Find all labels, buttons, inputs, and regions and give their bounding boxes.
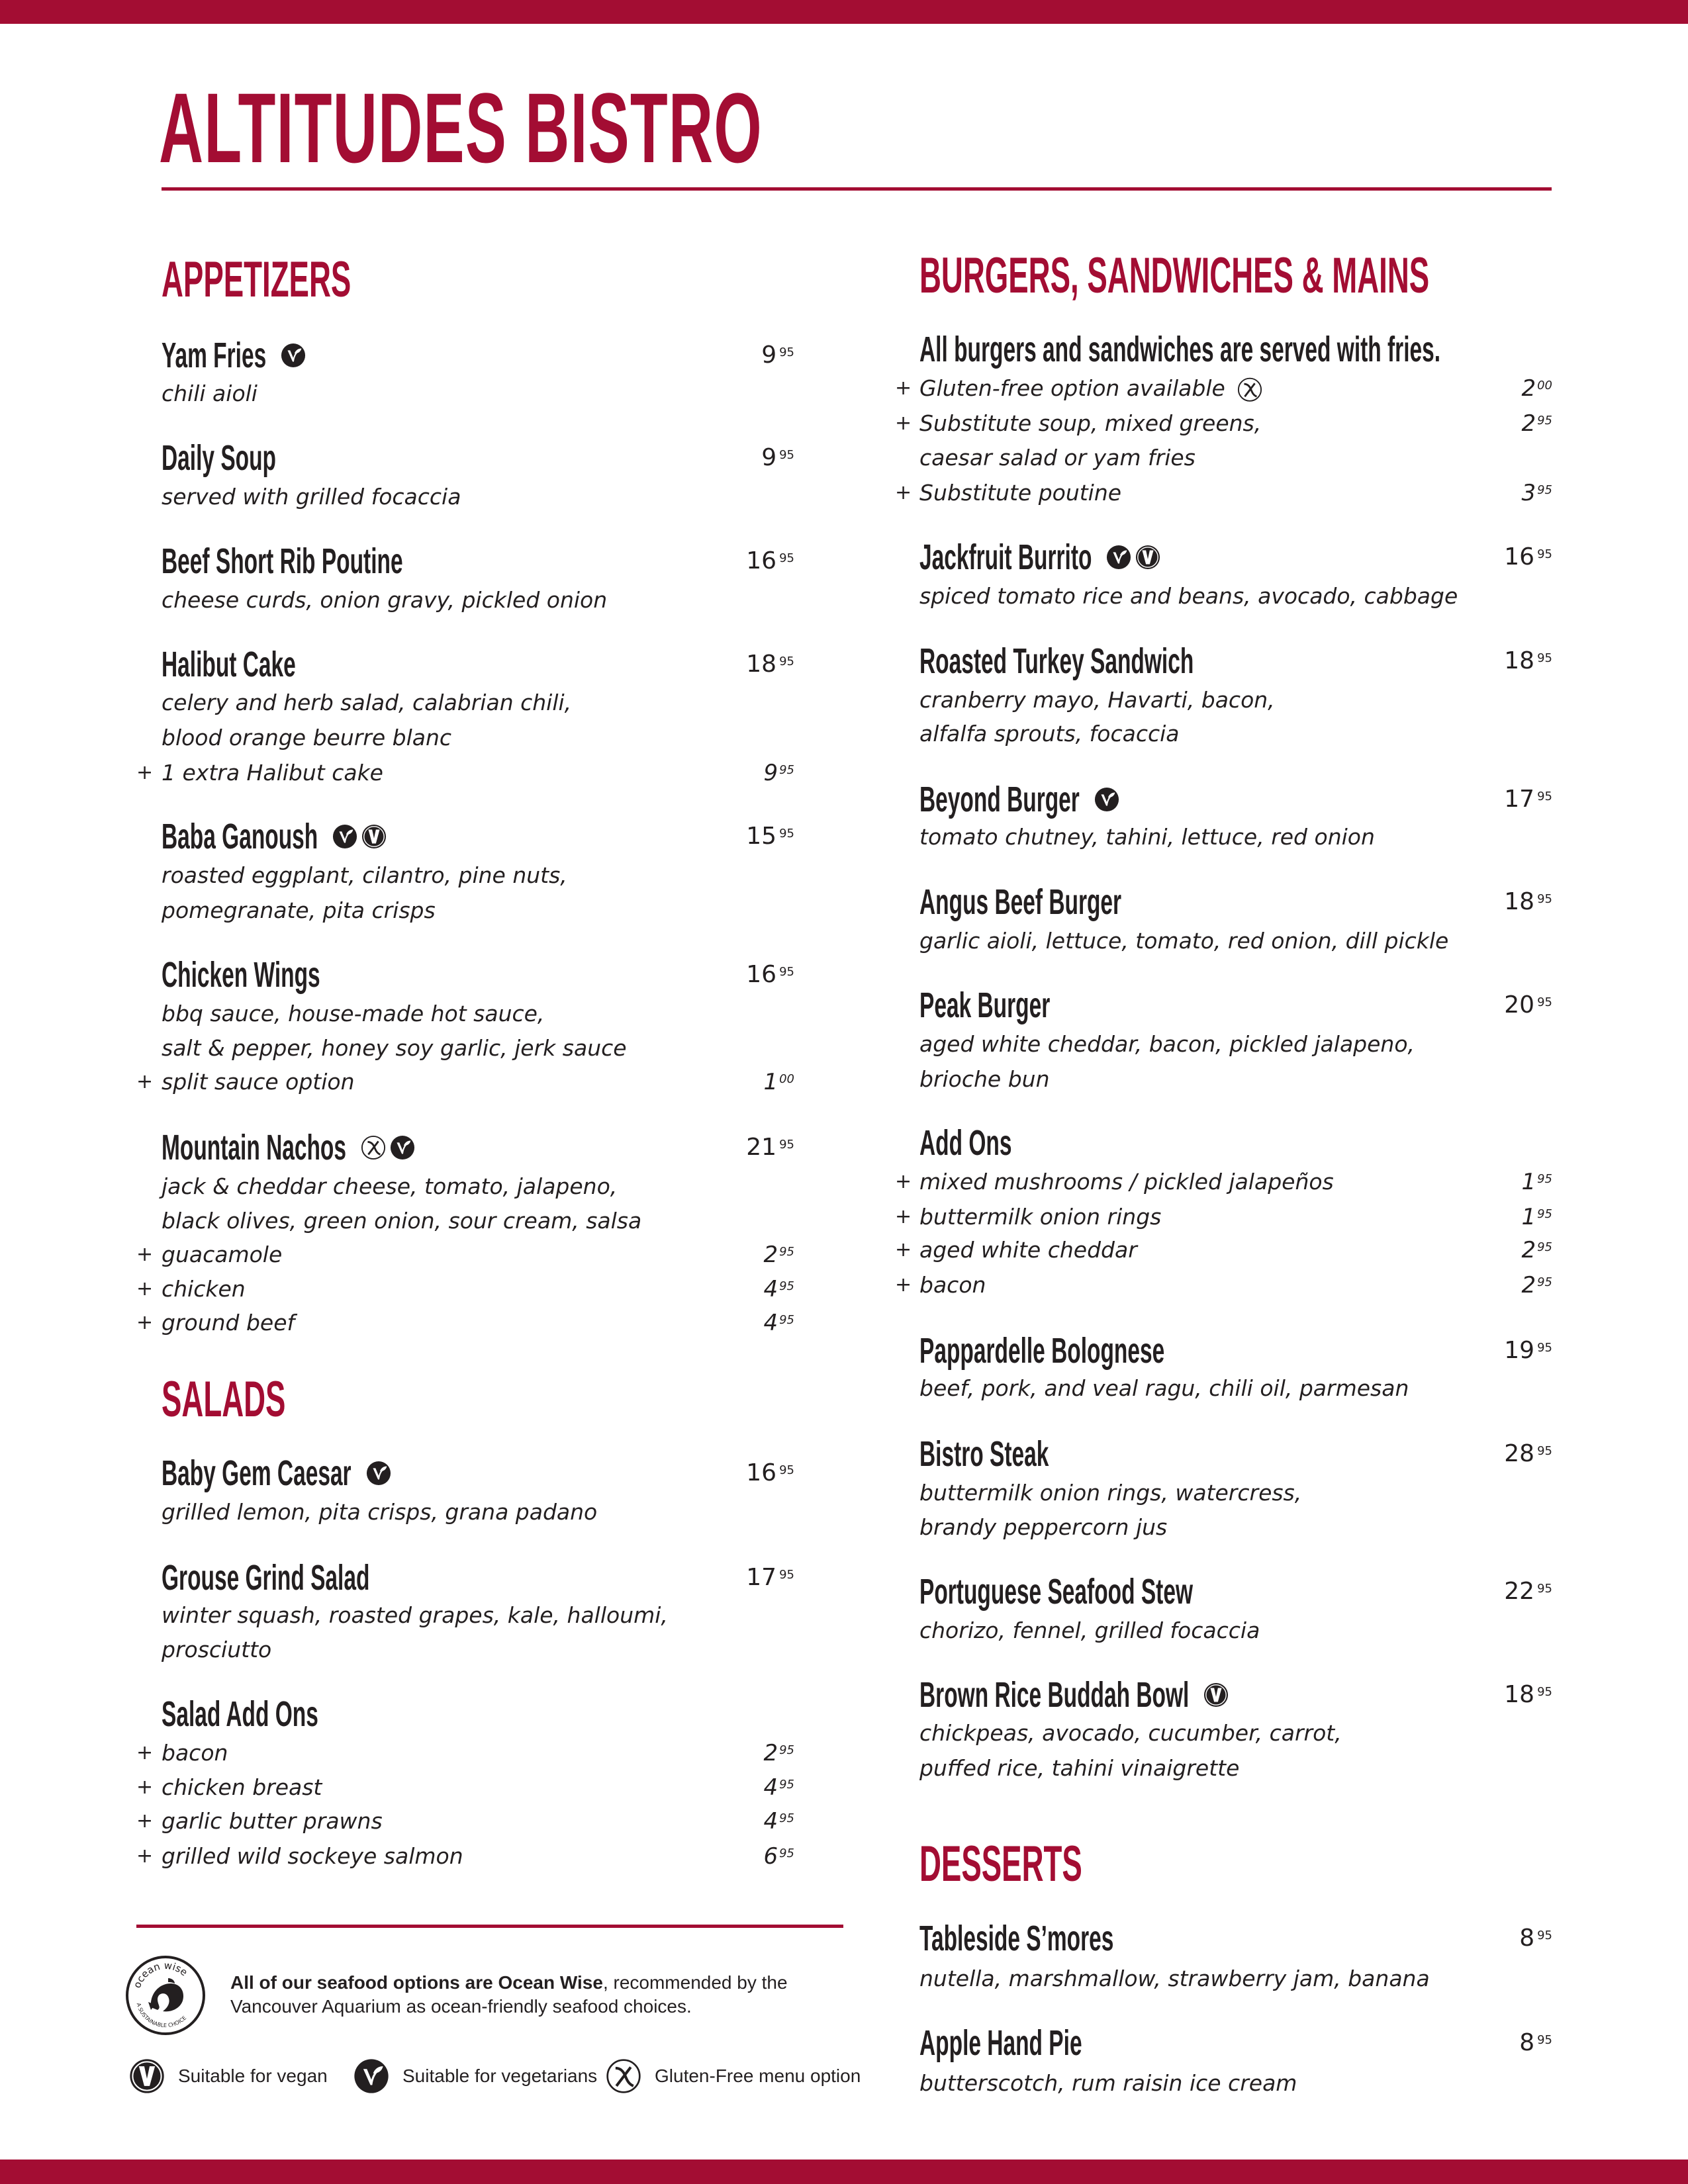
gluten-free-icon: [606, 2058, 641, 2094]
side-option-continued: caesar salad or yam fries: [919, 445, 1196, 471]
menu-item-price: 18 $^{95}$: [746, 651, 794, 678]
item-description: brioche bun: [919, 1066, 1050, 1092]
item-description: celery and herb salad, calabrian chili,: [162, 690, 572, 715]
addon-price: 2 $^{95}$: [1521, 1272, 1552, 1298]
menu-item-price: 17 $^{95}$: [746, 1564, 794, 1591]
side-option: Substitute poutine: [919, 480, 1122, 506]
title-divider: [162, 187, 1552, 191]
plus-icon: +: [136, 1776, 154, 1799]
plus-icon: +: [136, 761, 154, 784]
side-option: Gluten-free option available: [919, 375, 1262, 402]
menu-item-name: Halibut Cake: [162, 645, 296, 684]
item-description: buttermilk onion rings, watercress,: [919, 1480, 1302, 1506]
menu-item-name: Grouse Grind Salad: [162, 1558, 370, 1598]
item-description: chorizo, fennel, grilled focaccia: [919, 1617, 1260, 1643]
item-description: prosciutto: [162, 1637, 272, 1662]
item-description: jack & cheddar cheese, tomato, jalapeno,: [162, 1173, 618, 1199]
addon-option: grilled wild sockeye salmon: [162, 1843, 463, 1869]
addon-option: aged white cheddar: [919, 1237, 1137, 1263]
menu-item-name: Pappardelle Bolognese: [919, 1331, 1165, 1371]
addon-price: 1 $^{00}$: [763, 1069, 794, 1095]
plus-icon: +: [895, 1273, 912, 1297]
vegetarian-icon: [1094, 787, 1119, 812]
dietary-icons: [366, 1461, 391, 1486]
dietary-icons: [1106, 545, 1160, 570]
item-description: puffed rice, tahini vinaigrette: [919, 1755, 1240, 1781]
item-description: nutella, marshmallow, strawberry jam, banana: [919, 1966, 1430, 1991]
menu-item-name: Brown Rice Buddah Bowl: [919, 1675, 1354, 1715]
addon-price: 2 $^{95}$: [763, 1740, 794, 1766]
plus-icon: +: [895, 1238, 912, 1261]
plus-icon: +: [136, 1277, 154, 1300]
gluten-free-icon: [1237, 377, 1262, 402]
side-option-price: 2 $^{00}$: [1521, 375, 1552, 402]
addon-option: split sauce option: [162, 1069, 355, 1095]
vegan-icon: [1135, 545, 1160, 570]
vegetarian-icon: [332, 824, 357, 849]
addon-price: 1 $^{95}$: [1521, 1169, 1552, 1195]
menu-item-price: 16 $^{95}$: [746, 547, 794, 574]
dietary-icons: [281, 343, 306, 368]
legend-vegetarian: Suitable for vegetarians: [353, 2058, 597, 2094]
addon-price: 4 $^{95}$: [763, 1276, 794, 1302]
dietary-icons: [1203, 1682, 1229, 1707]
item-description: served with grilled focaccia: [162, 484, 461, 510]
addon-option: 1 extra Halibut cake: [162, 760, 383, 786]
menu-item-name: Beef Short Rib Poutine: [162, 541, 403, 581]
svg-text:ocean wise: ocean wise: [130, 1959, 190, 1990]
item-description: grilled lemon, pita crisps, grana padano: [162, 1499, 598, 1525]
menu-item-price: 16 $^{95}$: [1504, 543, 1552, 570]
menu-item-price: 8 $^{95}$: [1519, 2029, 1552, 2056]
addon-price: 4 $^{95}$: [763, 1808, 794, 1835]
item-description: chili aioli: [162, 381, 258, 406]
addon-option: chicken: [162, 1276, 246, 1302]
menu-item-name: Roasted Turkey Sandwich: [919, 641, 1194, 681]
dietary-icons: [361, 1135, 415, 1160]
page-title: ALTITUDES BISTRO: [159, 72, 763, 183]
menu-item-name: Tableside S’mores: [919, 1919, 1114, 1958]
bottom-banner: [0, 2160, 1688, 2184]
plus-icon: +: [895, 481, 912, 504]
plus-icon: +: [136, 1070, 154, 1093]
menu-item-price: 20 $^{95}$: [1504, 991, 1552, 1019]
menu-item-price: 16 $^{95}$: [746, 1459, 794, 1486]
addon-option: bacon: [919, 1272, 986, 1298]
vegetarian-icon: [390, 1135, 415, 1160]
addon-price: 4 $^{95}$: [763, 1774, 794, 1801]
addon-option: ground beef: [162, 1310, 295, 1336]
section-heading-desserts: DESSERTS: [919, 1836, 1082, 1892]
addon-price: 2 $^{95}$: [1521, 1237, 1552, 1263]
item-description: chickpeas, avocado, cucumber, carrot,: [919, 1720, 1342, 1746]
vegetarian-icon: [281, 343, 306, 368]
item-description: cheese curds, onion gravy, pickled onion: [162, 587, 608, 613]
menu-item-price: 28 $^{95}$: [1504, 1440, 1552, 1467]
addon-option: buttermilk onion rings: [919, 1204, 1162, 1230]
item-description: bbq sauce, house-made hot sauce,: [162, 1001, 545, 1026]
menu-item-name: Baba Ganoush: [162, 817, 414, 856]
dietary-icons: [1094, 787, 1119, 812]
menu-item-name: Yam Fries: [162, 336, 330, 375]
side-option-price: 3 $^{95}$: [1521, 480, 1552, 506]
menu-item-name: Apple Hand Pie: [919, 2023, 1082, 2063]
plus-icon: +: [136, 1844, 154, 1868]
menu-item-price: 17 $^{95}$: [1504, 786, 1552, 813]
menu-item-name: Bistro Steak: [919, 1434, 1049, 1474]
legend-vegan: Suitable for vegan: [129, 2058, 328, 2094]
menu-item-name: Mountain Nachos: [162, 1128, 459, 1167]
plus-icon: +: [136, 1741, 154, 1764]
plus-icon: +: [895, 1170, 912, 1193]
mains-addons-heading: Add Ons: [919, 1123, 1012, 1163]
item-description: black olives, green onion, sour cream, salsa: [162, 1208, 642, 1234]
menu-item-price: 15 $^{95}$: [746, 823, 794, 850]
side-option-price: 2 $^{95}$: [1521, 410, 1552, 437]
menu-item-price: 22 $^{95}$: [1504, 1578, 1552, 1605]
item-description: roasted eggplant, cilantro, pine nuts,: [162, 862, 567, 888]
legend-gluten-free: Gluten-Free menu option: [606, 2058, 861, 2094]
plus-icon: +: [136, 1809, 154, 1833]
menu-item-name: Jackfruit Burrito: [919, 537, 1197, 577]
svg-text:A SUSTAINABLE CHOICE: A SUSTAINABLE CHOICE: [135, 2002, 188, 2029]
vegetarian-icon: [353, 2058, 389, 2094]
menu-item-price: 8 $^{95}$: [1519, 1925, 1552, 1952]
menu-item-price: 18 $^{95}$: [1504, 888, 1552, 915]
vegan-icon: [361, 824, 387, 849]
side-option: Substitute soup, mixed greens,: [919, 410, 1262, 436]
vegetarian-icon: [366, 1461, 391, 1486]
salad-addons-heading: Salad Add Ons: [162, 1694, 318, 1734]
menu-item-name: Angus Beef Burger: [919, 882, 1122, 922]
vegan-icon: [1203, 1682, 1229, 1707]
plus-icon: +: [136, 1311, 154, 1334]
item-description: winter squash, roasted grapes, kale, halloumi,: [162, 1602, 668, 1628]
item-description: brandy peppercorn jus: [919, 1514, 1168, 1540]
vegan-icon: [129, 2058, 165, 2094]
dietary-icons: [332, 824, 387, 849]
menu-item-price: 18 $^{95}$: [1504, 647, 1552, 674]
item-description: spiced tomato rice and beans, avocado, cabbage: [919, 583, 1458, 609]
section-heading-appetizers: APPETIZERS: [162, 251, 352, 308]
plus-icon: +: [895, 412, 912, 435]
menu-item-name: Portuguese Seafood Stew: [919, 1572, 1193, 1612]
menu-item-name: Baby Gem Caesar: [162, 1453, 467, 1493]
footer-divider: [136, 1925, 843, 1928]
addon-option: mixed mushrooms / pickled jalapeños: [919, 1169, 1334, 1195]
item-description: cranberry mayo, Havarti, bacon,: [919, 687, 1275, 713]
addon-option: chicken breast: [162, 1774, 322, 1800]
item-description: alfalfa sprouts, focaccia: [919, 721, 1180, 747]
menu-item-name: Chicken Wings: [162, 955, 320, 995]
menu-item-name: Beyond Burger: [919, 780, 1178, 819]
addon-option: bacon: [162, 1740, 228, 1766]
addon-price: 1 $^{95}$: [1521, 1204, 1552, 1230]
menu-item-price: 18 $^{95}$: [1504, 1681, 1552, 1708]
item-description: pomegranate, pita crisps: [162, 897, 436, 923]
ocean-wise-bold: All of our seafood options are Ocean Wise: [230, 1972, 603, 1993]
menu-item-price: 9 $^{95}$: [761, 444, 794, 471]
item-description: beef, pork, and veal ragu, chili oil, parmesan: [919, 1375, 1409, 1401]
item-description: aged white cheddar, bacon, pickled jalapeno,: [919, 1031, 1415, 1057]
menu-item-price: 16 $^{95}$: [746, 961, 794, 988]
plus-icon: +: [895, 1205, 912, 1228]
item-description: salt & pepper, honey soy garlic, jerk sauce: [162, 1035, 627, 1061]
addon-price: 2 $^{95}$: [763, 1242, 794, 1268]
addon-option: guacamole: [162, 1242, 283, 1267]
menu-item-price: 19 $^{95}$: [1504, 1337, 1552, 1364]
fries-note: All burgers and sandwiches are served with fries.: [919, 330, 1441, 369]
addon-price: 4 $^{95}$: [763, 1310, 794, 1336]
top-banner: [0, 0, 1688, 24]
item-description: tomato chutney, tahini, lettuce, red onion: [919, 824, 1375, 850]
addon-price: 6 $^{95}$: [763, 1843, 794, 1870]
menu-item-name: Peak Burger: [919, 985, 1051, 1025]
ocean-wise-statement: All of our seafood options are Ocean Wise, recommended by the Vancouver Aquarium as ocean-friendly seafood choices.: [230, 1972, 788, 2017]
plus-icon: +: [136, 1243, 154, 1266]
section-heading-mains: BURGERS, SANDWICHES & MAINS: [919, 248, 1430, 304]
item-description: blood orange beurre blanc: [162, 725, 452, 751]
addon-price: 9 $^{95}$: [763, 760, 794, 786]
plus-icon: +: [895, 377, 912, 400]
item-description: butterscotch, rum raisin ice cream: [919, 2070, 1297, 2096]
menu-item-price: 21 $^{95}$: [746, 1134, 794, 1161]
addon-option: garlic butter prawns: [162, 1808, 383, 1834]
menu-item-price: 9 $^{95}$: [761, 341, 794, 369]
vegetarian-icon: [1106, 545, 1131, 570]
menu-item-name: Daily Soup: [162, 438, 277, 478]
ocean-wise-logo-icon: [124, 1954, 207, 2036]
gluten-free-icon: [361, 1135, 386, 1160]
item-description: garlic aioli, lettuce, tomato, red onion, dill pickle: [919, 928, 1449, 954]
section-heading-salads: SALADS: [162, 1371, 286, 1428]
